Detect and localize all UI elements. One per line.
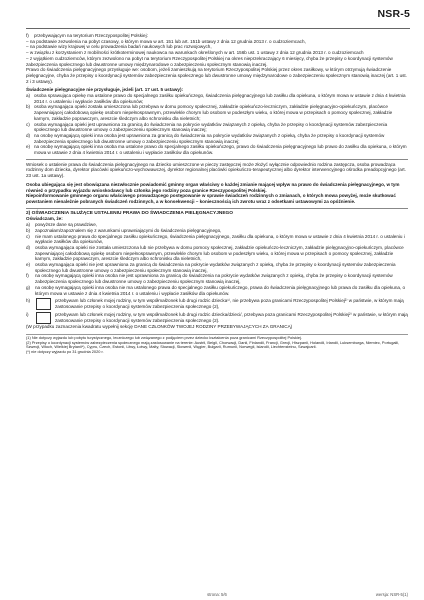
abroad-instruction: (W przypadku zaznaczenia kwadratu wypełnij sekcję DANE CZŁONKÓW TWOJEJ RODZINY PRZEBYWAJĄCYCH ZA GRANICĄ) (26, 324, 293, 330)
exclusion-a-label: a) (26, 93, 31, 99)
exclusion-a-text: osoba sprawująca opiekę ma ustalone prawo do specjalnego zasiłku opiekuńczego, świadczenia pielęgnacyjnego lub zasiłku dla opiekuna, o którym mowa w ustawie z dnia 4 kwietnia 2014 r. o ustaleniu i wypłacie zasiłków dla opiekunów; (34, 93, 406, 104)
declaration-f-text: na osobę wymagającą opieki inna osoba nie jest uprawniona za granicą do świadczenia na pokrycie wydatków związanych z opieką, chyba że przepisy o koordynacji systemów zabezpieczenia społecznego lub dwustronne umowy o zabezpieczeniu społecznym stanowią inaczej, (35, 273, 393, 285)
declaration-f-label: f) (26, 273, 29, 279)
notify-obligation: Osoba ubiegająca się jest obowiązana niezwłocznie powiadomić gminny organ właściwy o każdej zmianie mającej wpływ na prawo do świadczenia pielęgnacyjnego, w tym również o przypadku wyjazdu wnioskodawcy lub członka jego rodziny poza granice Rzeczypospolitej Polskiej. (26, 181, 400, 193)
foster-care-note: Wniosek o ustalenie prawa do świadczenia pielęgnacyjnego na dziecko umieszczone w pieczy zastępczej może złożyć wyłącznie odpowiednio rodzina zastępcza, osoba prowadząca rodzinny dom dziecka, dyrektor placówki opiekuńczo-wychowawczej, dyrektor regionalnej placówki opiekuńczo-terapeutycznej albo dyrektor interwencyjnego ośrodka preadopcyjnego (art. 23 ust. 1a ustawy). (26, 161, 406, 179)
footnote-1: (1) Nie dotyczy wyjazdu lub pobytu turystycznego, leczniczego lub związanego z podjęciem przez dziecko kształcenia poza granicami Rzeczypospolitej Polskiej. (26, 334, 302, 340)
item-f-sub-1: – na podstawie zezwolenia na pobyt czasowy, o którym mowa w art. 151 lub art. 151b ustawy z dnia 12 grudnia 2013 r. o cudzoziemcach, (26, 38, 306, 44)
exclusion-b (26, 104, 408, 121)
footnote-2: (2) Przepisy o koordynacji systemów zabezpieczenia społecznego mają zastosowanie na terenie: Austrii, Belgii, Chorwacji, Danii, Finlandii, Francji, Grecji, Hiszpanii, Holandii, Irlandii, Luksemburga, Niemiec, Portugalii, Szwecji, Włoch, Wielkiej Brytanii*), Cypru, Czech, Estonii, Litwy, Łotwy, Malty, Słowacji, Słowenii, Węgier, Bułgarii, Rumunii, Norwegii, Islandii, Liechtensteinu, Szwajcarii. (26, 339, 400, 350)
declaration-i-label: i) (26, 312, 29, 318)
exclusions-heading: Świadczenie pielęgnacyjne nie przysługuje, jeżeli (art. 17 ust. 5 ustawy): (26, 87, 184, 93)
residence-rule: Prawo do świadczenia pielęgnacyjnego przysługuje we: osobom, jeżeli zamieszkują na terytorium Rzeczypospolitej Polskiej przez okres zasiłkowy, w którym otrzymują świadczenie pielęgnacyjne, chyba że przepisy o koordynacji systemów zabezpieczenia społecznego lub dwustronne umowy międzynarodowe o zabezpieczeniu społecznym stanowią inaczej (art. 1 ust. 2 i 3 ustawy). (26, 67, 407, 84)
exclusion-a (26, 93, 408, 104)
declaration-i-text: przebywam lub członek mojej rodziny, w tym współmałżonek lub drugi rodzic dziecka/dzieci/, przebywa poza granicami Rzeczypospolitej Polskiej²⁾ w państwie, w którym mają zastosowanie przepisy o koordynacji systemów zabezpieczenia społecznego (2). (55, 312, 408, 323)
declaration-d-text: osoba wymagająca opieki nie została umieszczona lub nie przebywa w domu pomocy społecznej, zakładzie opiekuńczo-leczniczym, zakładzie pielęgnacyjno-opiekuńczym, placówce zapewniającej całodobową opiekę osobom niepełnosprawnym, przewlekle chorym lub osobom w podeszłym wieku, o której mowa w przepisach o pomocy społecznej, zakładzie karnym, zakładzie poprawczym, areszcie śledczym albo schronisku dla nieletnich, (35, 244, 404, 262)
exclusion-c-text: osoba wymagająca opieki jest uprawniona za granicą do świadczenia na pokrycie wydatków związanych z opieką, chyba że przepisy o koordynacji systemów zabezpieczenia społecznego lub dwustronne umowy o zabezpieczeniu społecznym stanowią inaczej; (34, 121, 388, 133)
declaration-h-label: h) (26, 298, 31, 304)
declaration-e-label: e) (26, 262, 31, 268)
item-f-sub-3: – w związku z korzystaniem z mobilności krótkoterminowej naukowca na warunkach określonych w art. 156b ust. 1 ustawy z dnia 12 grudnia 2013 r. o cudzoziemcach (26, 50, 364, 56)
exclusion-c (26, 122, 408, 133)
declaration-b-text: zapoznałam/zapoznałem się z warunkami uprawniającymi do świadczenia pielęgnacyjnego, (35, 227, 222, 233)
section-divider (26, 208, 408, 209)
form-content (26, 33, 408, 355)
footnote-3: (*) nie dotyczy wyjazdu po 31 grudnia 2020 r. (26, 349, 104, 355)
exclusion-e-text: na osobę wymagającą opieki inna osoba ma ustalone prawo do specjalnego zasiłku opiekuńczego, prawo do świadczenia pielęgnacyjnego lub prawo do zasiłku dla opiekuna, o którym mowa w ustawie z dnia 4 kwietnia 2014 r. o ustaleniu i wypłacie zasiłków dla opiekunów. (34, 144, 407, 156)
declaration-intro: Oświadczam, że: (26, 216, 63, 222)
declaration-c-text: nie mam ustalonego prawa do specjalnego zasiłku opiekuńczego, świadczenia pielęgnacyjnego, zasiłku dla opiekuna, o którym mowa w ustawie z dnia 4 kwietnia 2014 r. o ustaleniu i wypłacie zasiłków dla opiekunów, (35, 233, 405, 245)
declaration-c-label: c) (26, 233, 30, 239)
exclusion-e-label: e) (26, 144, 31, 150)
declaration-a-text: powyższe dane są prawdziwe, (35, 222, 98, 228)
form-code: NSR-5 (377, 8, 410, 20)
item-f (26, 33, 408, 39)
item-f-text: przebywającym na terytorium Rzeczypospolitej Polskiej: (34, 33, 148, 38)
declaration-g (26, 285, 408, 296)
footnotes (26, 334, 408, 355)
item-f-label: f) (26, 33, 29, 38)
exclusion-e (26, 144, 408, 155)
exclusion-d-text: na osobę wymagającą opieki inna osoba jest uprawniona za granicą do świadczenia na pokrycie wydatków związanych z opieką, chyba że przepisy o koordynacji systemów zabezpieczenia społecznego lub dwustronne umowy o zabezpieczeniu społecznym stanowią inaczej; (34, 132, 385, 144)
declaration-b-label: b) (26, 227, 31, 233)
item-f-tail: – z wyjątkiem cudzoziemców, którym zezwolono na pobyt na terytorium Rzeczypospolitej Polskiej na okres nieprzekraczający 6 miesięcy, chyba że przepisy o koordynacji systemów zabezpieczenia społecznego lub dwustronne umowy międzynarodowe o zabezpieczeniu społecznym stanowią inaczej. (26, 55, 393, 67)
notify-consequence: Niepoinformowanie gminnego organu właściwego prowadzącego postępowanie w sprawie świadczeń rodzinnych o zmianach, o których mowa powyżej, może skutkować powstaniem nienależnie pobranych świadczeń rodzinnych, a w konsekwencji – koniecznością ich zwrotu wraz z odsetkami ustawowymi za opóźnienie. (26, 193, 396, 204)
exclusion-d-label: d) (26, 132, 31, 138)
abroad-yes-checkbox[interactable] (36, 312, 51, 324)
declaration-h-text: przebywam lub członek mojej rodziny, w tym współmałżonek lub drugi rodzic dziecka¹⁾, nie przebywa poza granicami Rzeczypospolitej Polskiej²⁾ w państwie, w którym mają zastosowanie przepisy o koordynacji systemów zabezpieczenia społecznego (2), (55, 298, 404, 309)
exclusion-d (26, 133, 408, 144)
page-number: strona: 5/6 (207, 592, 227, 597)
declaration-g-label: g) (26, 284, 31, 290)
declaration-d-label: d) (26, 244, 31, 250)
header-rule (26, 28, 410, 29)
declaration-e (26, 262, 408, 273)
exclusion-b-text: osoba wymagająca opieki została umieszczona lub przebywa w domu pomocy społecznej, zakładzie opiekuńczo-leczniczym, zakładzie pielęgnacyjno-opiekuńczym, placówce zapewniającej całodobową opiekę osobom niepełnosprawnym, przewlekle chorym lub osobom w podeszłym wieku, o której mowa w przepisach o pomocy społecznej, zakładzie karnym, zakładzie poprawczym, areszcie śledczym albo schronisku dla nieletnich; (34, 104, 393, 121)
abroad-no-checkbox[interactable] (36, 298, 51, 310)
declaration-f (26, 273, 408, 284)
item-f-sub-2: – na podstawie wizy krajowej w celu prowadzenia badań naukowych lub prac rozwojowych, (26, 44, 212, 50)
section-2-title: 2) OŚWIADCZENIA SŁUŻĄCE USTALENIU PRAWA DO ŚWIADCZENIA PIELĘGNACYJNEGO (26, 210, 233, 216)
declaration-c (26, 234, 408, 245)
divider (26, 159, 408, 160)
declaration-a-label: a) (26, 222, 31, 228)
exclusion-b-label: b) (26, 104, 31, 110)
declaration-d (26, 245, 408, 262)
exclusion-c-label: c) (26, 121, 30, 127)
declaration-e-text: osoba wymagająca opieki nie jest uprawniona za granicą do świadczenia na pokrycie wydatków związanych z opieką, chyba że przepisy o koordynacji systemów zabezpieczenia społecznego lub dwustronne umowy o zabezpieczeniu społecznym stanowią inaczej, (35, 262, 396, 273)
declaration-g-text: na osobę wymagającą opieki inna osoba nie ma ustalonego prawa do specjalnego zasiłku opiekuńczego, prawa do świadczenia pielęgnacyjnego lub prawa do zasiłku dla opiekuna, o którym mowa w ustawie z dnia 4 kwietnia 2014 r. o ustaleniu i wypłacie zasiłków dla opiekunów. (35, 284, 406, 296)
declaration-h (26, 298, 408, 310)
declaration-i (26, 312, 408, 324)
form-version: wersja: NSR-5(1) (375, 592, 408, 597)
